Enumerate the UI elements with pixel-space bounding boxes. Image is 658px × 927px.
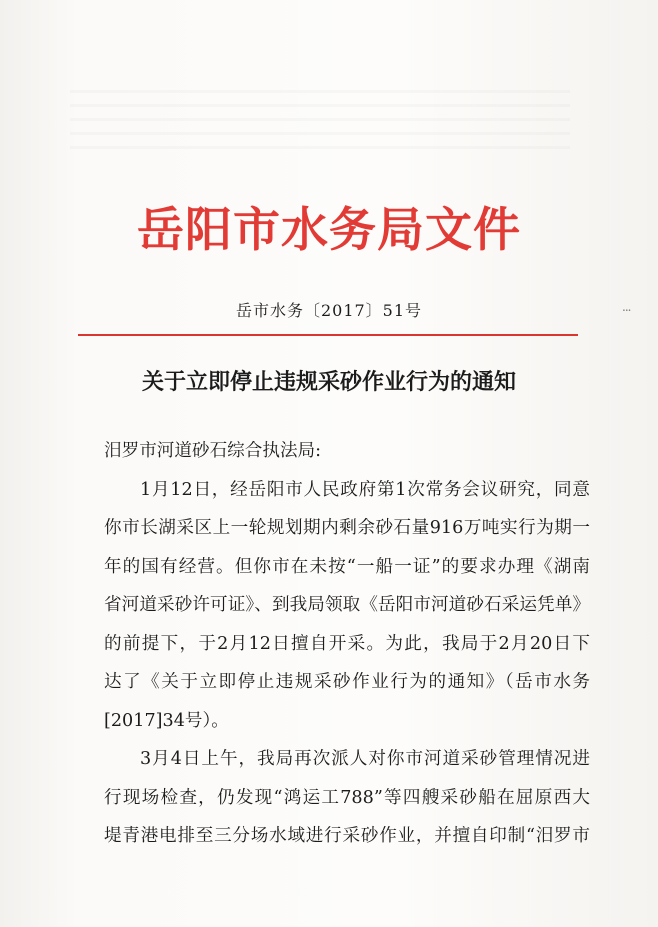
show-through-text [70,90,570,150]
body-line: 堤青港电排至三分场水域进行采砂作业，并擅自印制“汨罗市 [104,826,590,846]
margin-mark: ... [622,300,631,314]
issuing-authority-header: 岳阳市水务局文件 [137,203,521,258]
body-line: 年的国有经营。但你市在未按“一船一证”的要求办理《湖南 [104,556,590,577]
document-number: 岳市水务〔2017〕51号 [235,301,423,320]
body-line: 达了《关于立即停止违规采砂作业行为的通知》（岳市水务 [104,672,590,692]
body-line: [2017]34号）。 [104,710,229,731]
body-line: 3月4日上午，我局再次派人对你市河道采砂管理情况进 [140,749,590,769]
body-line: 省河道采砂许可证》、到我局领取《岳阳市河道砂石采运凭单》 [104,595,590,615]
document-body [104,432,590,856]
notice-title: 关于立即停止违规采砂作业行为的通知 [141,369,516,395]
body-line: 1月12日，经岳阳市人民政府第1次常务会议研究，同意 [140,479,590,500]
salutation: 汨罗市河道砂石综合执法局: [104,441,322,461]
red-divider-line [78,334,578,336]
body-line: 你市长湖采区上一轮规划期内剩余砂石量916万吨实行为期一 [104,518,590,538]
body-line: 行现场检查，仍发现“鸿运工788”等四艘采砂船在屈原西大 [104,787,590,808]
body-line: 的前提下，于2月12日擅自开采。为此，我局于2月20日下 [104,633,590,654]
